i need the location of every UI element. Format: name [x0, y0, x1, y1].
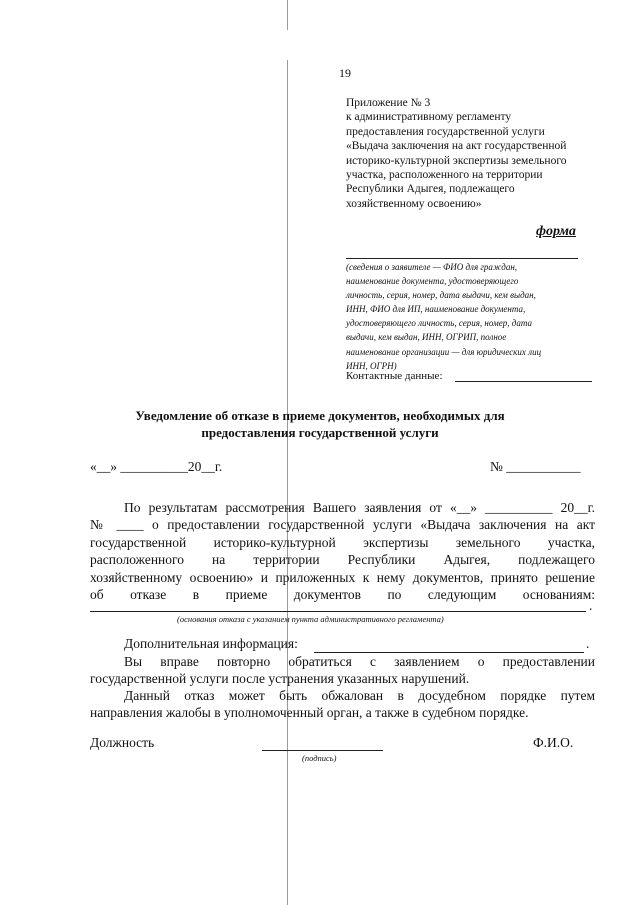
appendix-line: историко-культурной экспертизы земельного: [346, 154, 567, 167]
paragraph-line: направления жалобы в уполномоченный орган, а также в судебном порядке.: [90, 705, 529, 721]
appendix-line: предоставления государственной услуги: [346, 125, 545, 138]
grounds-field-line: [90, 611, 586, 612]
additional-info-end-mark: .: [586, 636, 590, 651]
appendix-line: участка, расположенного на территории: [346, 169, 543, 182]
paragraph-line: № ____ о предоставлении государственной услуги «Выдача заключения на акт: [90, 517, 595, 533]
number-field: № ___________: [490, 459, 581, 474]
page-number: 19: [339, 66, 351, 80]
applicant-caption-line: личность, серия, номер, дата выдачи, кем выдан,: [346, 290, 536, 301]
applicant-caption: [346, 260, 591, 373]
title-line: предоставления государственной услуги: [201, 425, 439, 440]
applicant-caption-line: удостоверяющего личность, серия, номер, дата: [346, 318, 532, 329]
paragraph-line: Вы вправе повторно обратиться с заявлением о предоставлении: [124, 654, 595, 669]
main-paragraph: [90, 499, 595, 603]
applicant-caption-line: (сведения о заявителе — ФИО для граждан,: [346, 262, 518, 272]
signature-field-line: [262, 750, 383, 751]
appendix-header: [346, 96, 606, 211]
paragraph-line: Данный отказ может быть обжалован в досудебном порядке путем: [124, 688, 595, 703]
grounds-end-mark: .: [589, 598, 593, 613]
contacts-label: Контактные данные:: [346, 370, 443, 382]
additional-info-label: Дополнительная информация:: [124, 636, 298, 651]
paragraph-line: государственной историко-культурной экспертизы земельного участка,: [90, 534, 595, 550]
paragraph-line: государственной услуги после устранения указанных нарушений.: [90, 671, 470, 687]
applicant-caption-line: ИНН, ФИО для ИП, наименование документа,: [346, 304, 526, 315]
date-field: «__» __________20__г.: [90, 459, 223, 474]
appendix-line: к административному регламенту: [346, 111, 512, 124]
appendix-line: «Выдача заключения на акт государственной: [346, 140, 567, 153]
appendix-line: хозяйственному освоению»: [346, 197, 482, 210]
form-label: форма: [536, 224, 576, 239]
paragraph-line: хозяйственному освоению» и приложенных к нему документов, принято решение: [90, 569, 595, 585]
grounds-caption: (основания отказа с указанием пункта административного регламента): [177, 614, 444, 624]
paragraph-line: об отказе в приеме документов по следующим основаниям:: [90, 587, 595, 603]
signature-caption: (подпись): [302, 753, 337, 763]
fio-label: Ф.И.О.: [533, 735, 574, 750]
paragraph-line: расположенного на территории Республики Адыгея, подлежащего: [90, 552, 595, 568]
scan-fold-line-top: [287, 0, 288, 30]
applicant-caption-line: выдачи, кем выдан, ИНН, ОГРИП, полное: [346, 332, 507, 343]
applicant-caption-line: ИНН, ОГРН): [346, 360, 397, 371]
applicant-caption-line: наименование организации — для юридических лиц: [346, 346, 542, 357]
position-label: Должность: [90, 735, 155, 750]
repeat-application-paragraph: [90, 653, 595, 688]
appendix-line: Республики Адыгея, подлежащего: [346, 183, 515, 196]
appeal-paragraph: [90, 687, 595, 722]
scan-fold-line: [287, 60, 288, 905]
applicant-caption-line: наименование документа, удостоверяющего: [346, 276, 519, 287]
title-line: Уведомление об отказе в приеме документов, необходимых для: [135, 408, 505, 423]
appendix-line: Приложение № 3: [346, 97, 431, 109]
document-title: [80, 407, 560, 441]
contacts-field-line: [455, 381, 592, 382]
paragraph-line: По результатам рассмотрения Вашего заявления от «__» __________ 20__г.: [124, 500, 595, 515]
applicant-field-line: [346, 258, 578, 259]
